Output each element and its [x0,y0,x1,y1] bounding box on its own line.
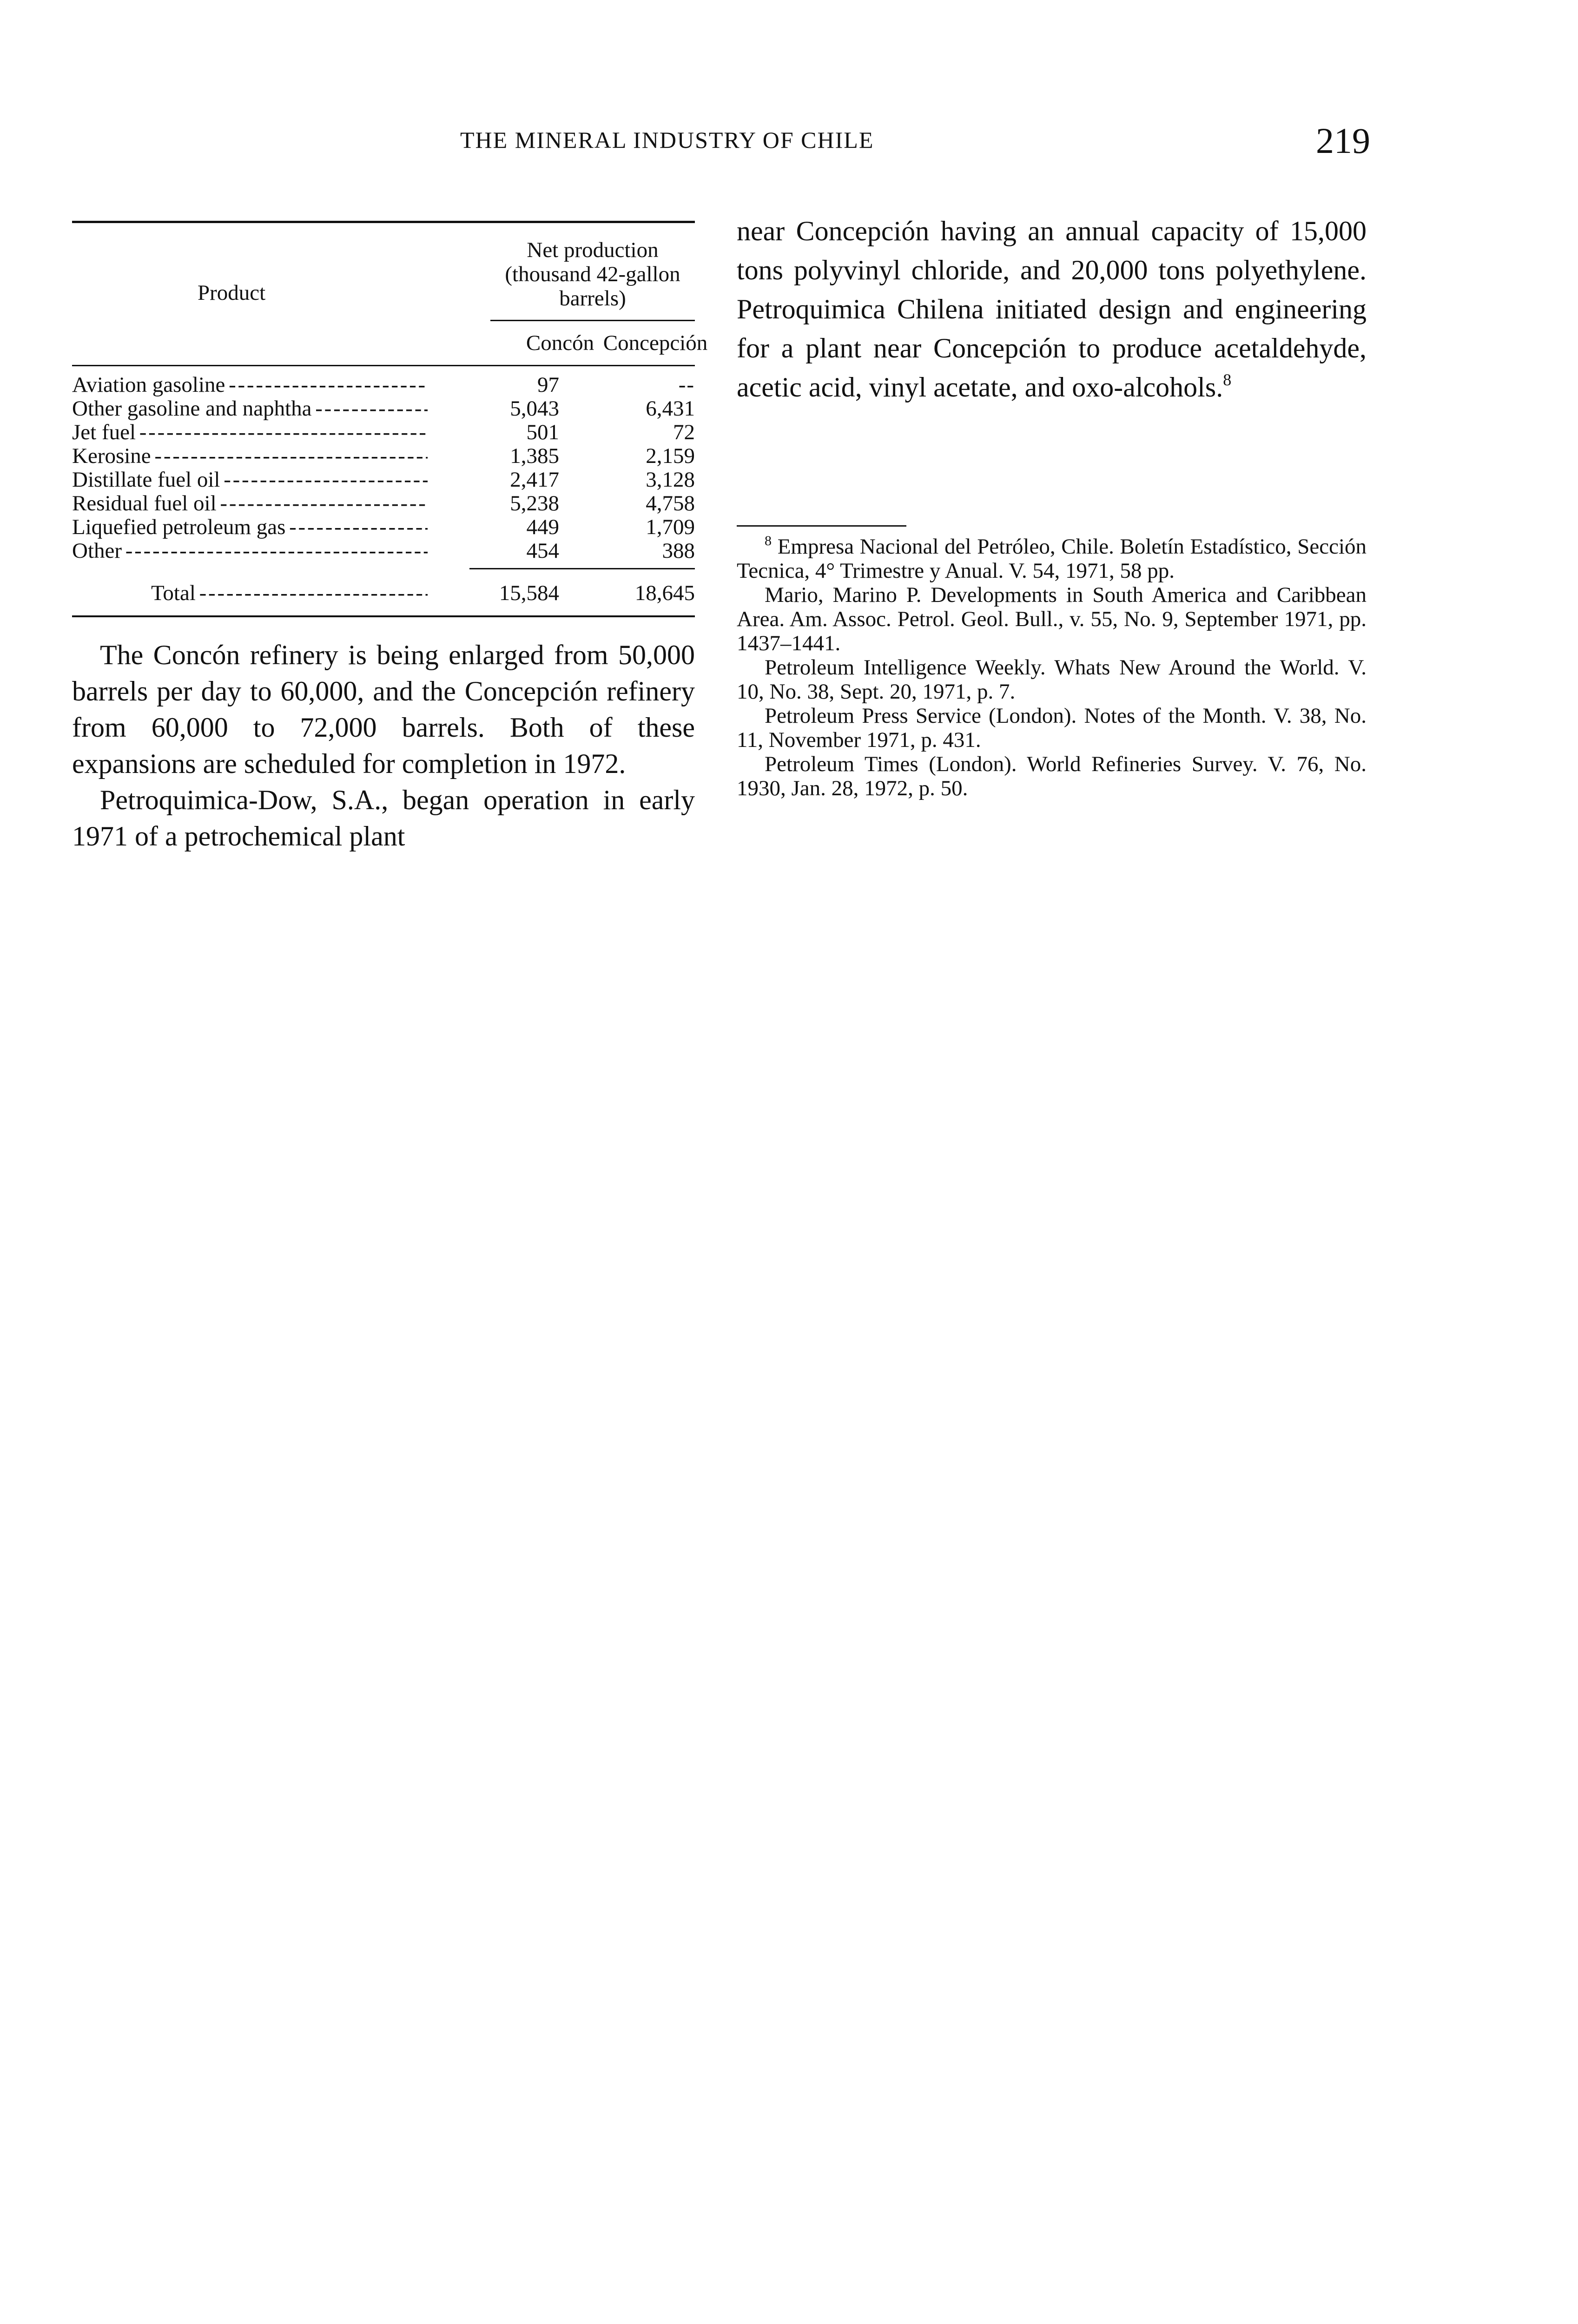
paragraph-petrochemical-text: near Concepción having an annual capacity of 15,000 tons polyvinyl chloride, and 20,000 tons polyethylene. Petroquimica Chilena initiated design and engineering for a plant near Concepción to produce acetaldehyde, acetic acid, vinyl acetate, and oxo-alcohols. [737,216,1367,403]
column-header-concon: Concón [526,331,594,355]
table-row [72,373,695,396]
table-row [72,539,695,562]
row-concepcion: 72 [673,420,695,444]
footnote-reference: 8 [1223,370,1232,389]
paragraph-refinery-expansion: The Concón refinery is being enlarged from 50,000 barrels per day to 60,000, and the Concepción refinery from 60,000 to 72,000 barrels. Both of these expansions are scheduled for completion in 1972. [72,640,695,779]
row-concepcion: 4,758 [646,491,695,515]
footnotes [737,535,1367,800]
running-title: THE MINERAL INDUSTRY OF CHILE [460,127,874,153]
column-header-net-production [490,238,695,310]
table-row [72,396,695,420]
row-product: Kerosine - - - [72,444,428,468]
total-concon: 15,584 [499,581,559,605]
row-product: Residual fuel oil - - - [72,491,428,515]
table-header [72,223,708,365]
right-column-text [737,211,1367,407]
left-column-text [72,637,695,854]
reference-entry: Petroleum Intelligence Weekly. Whats New Around the World. V. 10, No. 38, Sept. 20, 1971, p. 7. [737,655,1367,704]
table-row [72,515,695,539]
table-total-row [72,581,695,610]
column-header-line: Net production [527,238,659,262]
column-header-concepcion: Concepción [603,331,708,355]
column-header-product: Product [198,281,266,305]
row-product: Liquefied petroleum gas - - - [72,515,428,539]
row-concon: 501 [526,420,559,444]
row-concon: 5,043 [510,396,559,421]
row-product: Distillate fuel oil - - - [72,468,428,492]
page-number: 219 [1316,120,1370,161]
total-label: Total - - - [151,581,428,605]
reference-entry: Petroleum Press Service (London). Notes of the Month. V. 38, No. 11, November 1971, p. 431. [737,704,1367,752]
row-concepcion: 6,431 [646,396,695,421]
subtotal-rule [469,568,695,569]
row-concon: 1,385 [510,444,559,468]
row-concepcion: 388 [662,539,695,563]
row-concon: 454 [526,539,559,563]
row-concon: 2,417 [510,468,559,492]
table-row [72,468,695,491]
table-row [72,420,695,444]
column-header-line: barrels) [559,286,626,310]
row-product: Other gasoline and naphtha - - - [72,396,428,421]
footnote-8 [737,535,1367,583]
footnote-mark: 8 [765,533,772,548]
row-concon: 5,238 [510,491,559,515]
table-bottom-rule [72,615,695,617]
paragraph-continued [737,211,1367,407]
footnote-rule [737,525,906,527]
row-product: Aviation gasoline - - - [72,373,428,397]
row-concepcion: -- [678,373,695,397]
reference-entry: Petroleum Times (London). World Refineries Survey. V. 76, No. 1930, Jan. 28, 1972, p. 50. [737,752,1367,800]
total-spacer [72,562,695,571]
table-body [72,366,695,615]
row-concepcion: 3,128 [646,468,695,492]
footnote-text: Empresa Nacional del Petróleo, Chile. Boletín Estadístico, Sección Tecnica, 4° Trimestre y Anual. V. 54, 1971, 58 pp. [737,535,1367,583]
total-concepcion: 18,645 [634,581,695,605]
row-concon: 97 [537,373,559,397]
row-concon: 449 [526,515,559,539]
header-group-rule [490,320,695,321]
row-concepcion: 2,159 [646,444,695,468]
production-table [72,221,708,617]
paragraph-petroquimica-dow: Petroquimica-Dow, S.A., began operation in early 1971 of a petrochemical plant [72,785,695,852]
reference-entry: Mario, Marino P. Developments in South America and Caribbean Area. Am. Assoc. Petrol. Geol. Bull., v. 55, No. 9, September 1971, pp. 1437–1441. [737,583,1367,655]
row-concepcion: 1,709 [646,515,695,539]
row-product: Jet fuel - - - [72,420,428,444]
table-row [72,491,695,515]
row-product: Other - - - [72,539,428,563]
table-row [72,444,695,468]
column-header-line: (thousand 42-gallon [505,262,680,286]
